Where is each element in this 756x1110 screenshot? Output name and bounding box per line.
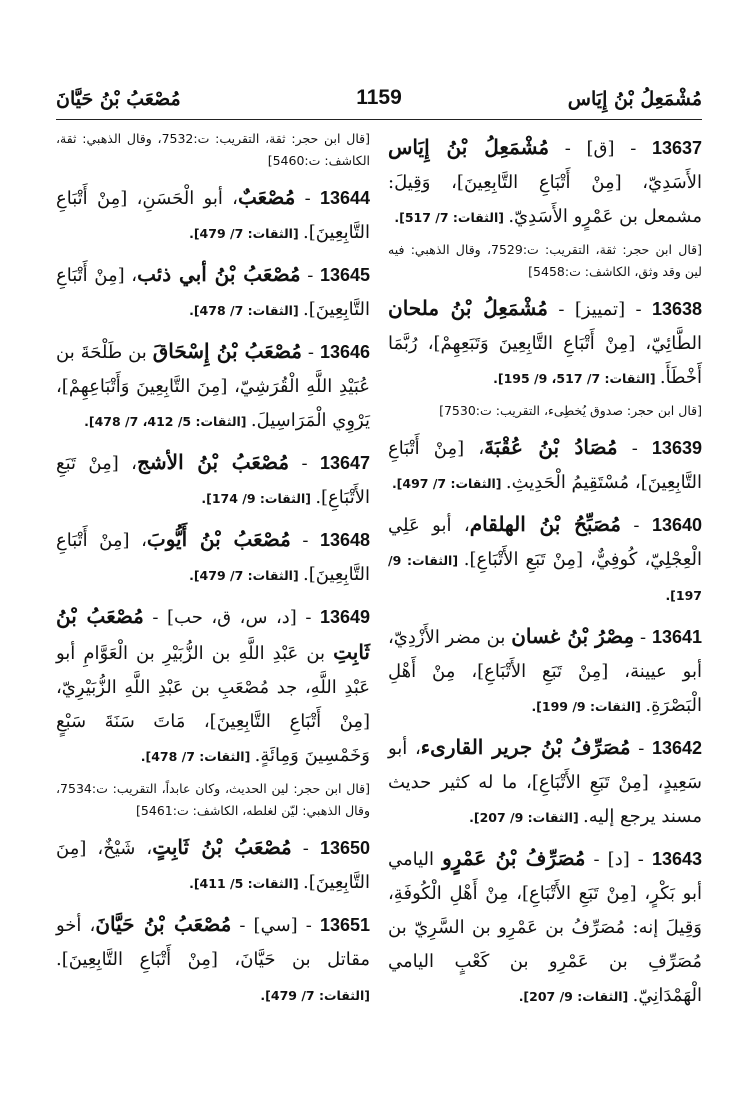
entry-text: اليامي أبو بَكْرٍ، [مِنْ تَبَعِ الأَتْبَاعِ]، مِنْ أَهْلِ الْكُوفَةِ، وَقِيلَ إنه: مُصَرِّفُ بن عَمْرِو بن السَّرِيّ بن مُصَرِّفِ بن عَمْرِو بن كَعْبٍ اليامي الْهَمْدَانِيّ.: [388, 849, 702, 1006]
header-rule: [56, 119, 702, 120]
narrator-name: مُصْعَبُ بْنُ أَيُّوبَ: [146, 527, 291, 551]
header-left-title: مُصْعَبُ بْنُ حَيَّانَ: [56, 88, 181, 110]
entry-text: ، [مِنْ أَتْبَاعِ التَّابِعِينَ].: [56, 530, 370, 585]
page-number: 1159: [356, 86, 402, 109]
entry-text: بن طَلْحَةَ بن عُبَيْدِ اللَّهِ الْقُرَشِيّ، [مِنَ التَّابِعِينَ وَأَتْبَاعِهِمْ]، يَرْوِي الْمَرَاسِيلَ.: [56, 342, 370, 431]
entry-number: 13639: [651, 438, 702, 458]
entry-number: 13650: [319, 838, 370, 858]
narrator-entry: [388, 430, 702, 501]
entry-codes: -: [620, 515, 652, 536]
entry-number: 13647: [319, 453, 370, 473]
narrator-name: مُصَرِّفُ بْنُ جرير القارىء: [420, 735, 631, 759]
narrator-name: مُصْعَبُ بْنُ حَيَّانَ: [95, 912, 232, 936]
entry-codes: - [ق] -: [549, 138, 652, 159]
narrator-name: مُصْعَبُ بْنُ الأشج: [137, 450, 290, 474]
entry-text: ، أبو عَلِي الْعِجْلِيّ، كُوفِيٌّ، [مِنْ تَبَعِ الأَتْبَاعِ].: [388, 515, 703, 570]
narrator-entry: [56, 445, 370, 516]
narrator-name: مُصْعَبُ بْنُ أبي ذئب: [137, 262, 301, 286]
narrator-name: مُصَادُ بْنُ عُقْبَةَ: [484, 435, 618, 459]
entry-text: ، أخو مقاتل بن حَيَّانَ، [مِنْ أَتْبَاعِ التَّابِعِينَ].: [56, 915, 370, 970]
entry-text: ، شَيْخٌ، [مِنَ التَّابِعِينَ].: [56, 838, 370, 893]
entry-reference: [الثقات: 7/ 478].: [140, 749, 255, 764]
entry-number: 13645: [319, 265, 370, 285]
narrator-entry: [388, 291, 702, 396]
narrator-entry: [56, 180, 370, 251]
narrator-name: مُصَبِّحُ بْنُ الهلقام: [469, 512, 621, 536]
narrator-name: مُصْعَبُ بْنُ ثَابِتٍ: [152, 835, 292, 859]
entry-number: 13637: [651, 138, 703, 158]
entry-number: 13646: [319, 342, 370, 362]
entry-number: 13642: [651, 738, 703, 758]
entry-number: 13649: [319, 607, 370, 627]
narrator-entry: [388, 730, 702, 835]
entry-text: ، [مِنْ تَبَعِ الأَتْبَاعِ].: [56, 453, 370, 508]
entry-codes: -: [617, 438, 652, 459]
entry-text: ، [مِنْ أَتْبَاعِ التَّابِعِينَ]، مُسْتَقِيمُ الْحَدِيثِ.: [388, 438, 702, 493]
narrator-entry: [388, 841, 702, 1014]
entry-codes: - [سي] -: [231, 915, 320, 936]
entry-reference: [الثقات: 9/ 174].: [201, 491, 316, 506]
entry-codes: -: [289, 453, 320, 474]
header-right-title: مُشْمَعِلُ بْنُ إِيَاس: [567, 88, 702, 110]
entry-number: 13644: [319, 188, 370, 208]
entry-reference: [الثقات: 7/ 479].: [189, 568, 304, 583]
entry-codes: - [د] -: [585, 849, 652, 870]
entry-text: ، أبو الْحَسَنِ، [مِنْ أَتْبَاعِ التَّابِعِينَ].: [56, 188, 370, 243]
entry-codes: -: [630, 738, 652, 759]
entry-text: بن عَبْدِ اللَّهِ بن الزُّبَيْرِ بن الْعَوَّامِ أبو عَبْدِ اللَّهِ، جد مُصْعَبِ بن عَبْدِ اللَّهِ الزُّبَيْرِيّ، [مِنْ أَتْبَاعِ التَّابِعِينَ]، مَاتَ سَنَةَ سَبْعٍ وَخَمْسِينَ وَمِائَةٍ.: [56, 643, 370, 766]
narrator-name: مُصْعَبُ بْنُ ثَابِتِ: [56, 604, 370, 664]
entry-codes: -: [290, 530, 320, 551]
entry-codes: -: [291, 838, 320, 859]
narrator-name: مُصَرِّفُ بْنُ عَمْرٍو: [442, 846, 586, 870]
entry-text: بن مضر الأَزْدِيّ، أبو عيينة، [مِنْ تَبَعِ الأَتْبَاعِ]، مِنْ أَهْلِ الْبَصْرَةِ.: [388, 627, 702, 716]
narrator-entry: [388, 130, 702, 235]
entry-codes: - [د، س، ق، حب] -: [143, 607, 320, 628]
narrator-name: مُشْمَعِلُ بْنُ ملحان: [388, 296, 548, 320]
source-note: [قال ابن حجر: لين الحديث، وكان عابداً، التقريب: ت:7534، وقال الذهبي: ليّن لغلطه، الكاشف: ت:5461]: [56, 781, 370, 818]
entry-reference: [الثقات: 7/ 517].: [394, 210, 509, 225]
entry-reference: [الثقات: 7/ 479].: [260, 988, 370, 1003]
entry-codes: -: [295, 188, 320, 209]
narrator-entry: [388, 619, 702, 724]
entry-codes: -: [300, 265, 320, 286]
narrator-entry: [56, 522, 370, 593]
entry-reference: [الثقات: 9/ 197].: [388, 553, 702, 603]
narrator-entry: [388, 507, 702, 613]
source-note: [قال ابن حجر: صدوق يُخطِىء، التقريب: ت:7530]: [439, 403, 702, 418]
entry-reference: [الثقات: 9/ 207].: [469, 810, 584, 825]
narrator-name: مُصْعَبُ بْنُ إِسْحَاقَ: [152, 339, 303, 363]
narrator-entry: [56, 907, 370, 1013]
entry-number: 13643: [651, 849, 702, 869]
source-note: [قال ابن حجر: ثقة، التقريب: ت:7529، وقال الذهبي: فيه لين وقد وثق، الكاشف: ت:5458]: [388, 242, 702, 279]
left-column: [56, 130, 370, 1019]
entry-text: ، [مِنْ أَتْبَاعِ التَّابِعِينَ].: [56, 265, 370, 320]
narrator-entry: [56, 830, 370, 901]
right-column: [388, 130, 702, 1020]
entry-reference: [الثقات: 9/ 207].: [518, 989, 633, 1004]
entry-reference: [الثقات: 5/ 411].: [189, 876, 304, 891]
entry-codes: -: [634, 627, 652, 648]
entry-number: 13651: [319, 915, 370, 935]
entry-number: 13648: [319, 530, 370, 550]
entry-text: ، أبو سَعِيدٍ، [مِنْ تَبَعِ الأَتْبَاعِ]، ما له كثير حديث مسند يرجع إليه.: [388, 738, 702, 827]
entry-number: 13641: [651, 627, 703, 647]
entry-text: الطَّائِيّ، [مِنْ أَتْبَاعِ التَّابِعِينَ وَتَبَعِهِمْ]، رُبَّمَا أَخْطَأَ.: [388, 333, 702, 388]
narrator-entry: [56, 257, 370, 328]
entry-reference: [الثقات: 7/ 497].: [391, 476, 506, 491]
entry-reference: [الثقات: 7/ 479].: [189, 226, 304, 241]
entry-reference: [الثقات: 7/ 478].: [189, 303, 304, 318]
narrator-entry: [56, 334, 370, 439]
entry-codes: -: [302, 342, 320, 363]
entry-number: 13638: [651, 299, 702, 319]
source-note: [قال ابن حجر: ثقة، التقريب: ت:7532، وقال الذهبي: ثقة، الكاشف: ت:5460]: [56, 131, 370, 168]
page-header: [56, 84, 702, 118]
entry-reference: [الثقات: 7/ 517، 9/ 195].: [493, 371, 660, 386]
narrator-name: مُشْمَعِلُ بْنُ إِيَاس: [388, 135, 550, 159]
narrator-entry: [56, 599, 370, 774]
narrator-name: مُصْعَبٌ: [237, 185, 296, 209]
entry-codes: - [تمييز] -: [547, 299, 652, 320]
narrator-name: مِصْرُ بْنُ غسان: [511, 624, 635, 648]
entry-reference: [الثقات: 9/ 199].: [531, 699, 646, 714]
entry-number: 13640: [651, 515, 702, 535]
entry-text: الأَسَدِيّ، [مِنْ أَتْبَاعِ التَّابِعِينَ]، وَقِيلَ: مشمعل بن عَمْرٍو الأَسَدِيّ.: [388, 172, 702, 227]
entry-reference: [الثقات: 5/ 412، 7/ 478].: [84, 414, 251, 429]
